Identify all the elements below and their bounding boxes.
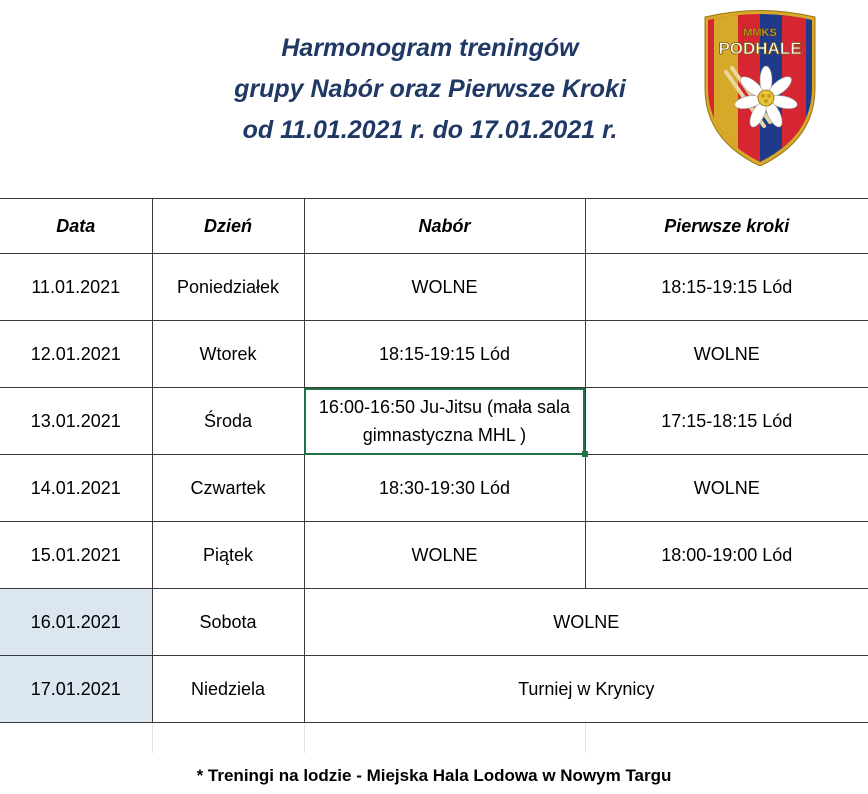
table-row (0, 656, 868, 723)
day-cell[interactable]: Czwartek (152, 455, 304, 522)
empty-cell[interactable] (304, 723, 585, 753)
table-row (0, 388, 868, 455)
schedule-table (0, 198, 868, 753)
logo-mmks-text: MMKS (743, 27, 777, 39)
table-header-row (0, 199, 868, 254)
header-pierwsze-kroki: Pierwsze kroki (585, 199, 868, 254)
nabor-cell[interactable]: 18:15-19:15 Lód (304, 321, 585, 388)
table-row (0, 589, 868, 656)
title-line-2: grupy Nabór oraz Pierwsze Kroki (234, 75, 626, 103)
podhale-club-logo (700, 8, 820, 166)
merged-activity-cell[interactable]: Turniej w Krynicy (304, 656, 868, 723)
footnote: * Treningi na lodzie - Miejska Hala Lodowa w Nowym Targu (196, 766, 672, 785)
empty-row (0, 723, 868, 753)
title-line-1: Harmonogram treningów (281, 34, 579, 62)
empty-cell[interactable] (0, 723, 152, 753)
nabor-cell-selected[interactable]: 16:00-16:50 Ju-Jitsu (mała sala gimnastyczna MHL ) (304, 388, 585, 455)
date-cell[interactable]: 13.01.2021 (0, 388, 152, 455)
pierwsze-kroki-cell[interactable]: WOLNE (585, 321, 868, 388)
header-day: Dzień (152, 199, 304, 254)
day-cell[interactable]: Piątek (152, 522, 304, 589)
logo-podhale-text: PODHALE (718, 39, 802, 58)
date-cell[interactable]: 11.01.2021 (0, 254, 152, 321)
header-date: Data (0, 199, 152, 254)
day-cell[interactable]: Niedziela (152, 656, 304, 723)
date-cell[interactable]: 16.01.2021 (0, 589, 152, 656)
pierwsze-kroki-cell[interactable]: 18:00-19:00 Lód (585, 522, 868, 589)
nabor-cell[interactable]: WOLNE (304, 254, 585, 321)
day-cell[interactable]: Środa (152, 388, 304, 455)
pierwsze-kroki-cell[interactable]: 18:15-19:15 Lód (585, 254, 868, 321)
table-row (0, 321, 868, 388)
date-cell[interactable]: 15.01.2021 (0, 522, 152, 589)
title-line-3: od 11.01.2021 r. do 17.01.2021 r. (242, 116, 618, 144)
table-row (0, 455, 868, 522)
empty-cell[interactable] (152, 723, 304, 753)
pierwsze-kroki-cell[interactable]: WOLNE (585, 455, 868, 522)
nabor-cell[interactable]: WOLNE (304, 522, 585, 589)
table-row (0, 522, 868, 589)
table-row (0, 254, 868, 321)
merged-activity-cell[interactable]: WOLNE (304, 589, 868, 656)
nabor-cell[interactable]: 18:30-19:30 Lód (304, 455, 585, 522)
header-nabor: Nabór (304, 199, 585, 254)
day-cell[interactable]: Wtorek (152, 321, 304, 388)
schedule-title (160, 28, 700, 151)
day-cell[interactable]: Poniedziałek (152, 254, 304, 321)
date-cell[interactable]: 12.01.2021 (0, 321, 152, 388)
empty-cell[interactable] (585, 723, 868, 753)
date-cell[interactable]: 17.01.2021 (0, 656, 152, 723)
date-cell[interactable]: 14.01.2021 (0, 455, 152, 522)
day-cell[interactable]: Sobota (152, 589, 304, 656)
pierwsze-kroki-cell[interactable]: 17:15-18:15 Lód (585, 388, 868, 455)
